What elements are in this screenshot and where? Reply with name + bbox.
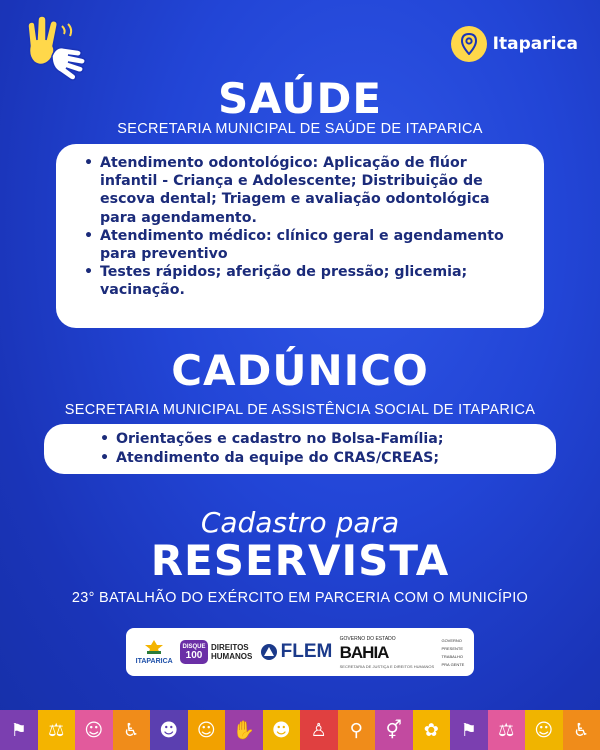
partner-logos-bar [126, 628, 474, 676]
strip-tile [113, 710, 151, 750]
list-item: • Atendimento odontológico: Aplicação de flúor infantil - Criança e Adolescente; Distribuição de escova dental; Triagem e avaliação odontológica para agendamento. [84, 154, 528, 227]
pride-flag-icon: ⚑ [460, 719, 477, 741]
gov-line: PRA GENTE [441, 661, 465, 667]
scales-icon: ⚖ [48, 719, 65, 741]
bahia-gov-label: GOVERNO DO ESTADO [339, 635, 396, 642]
itaparica-crest-icon [143, 639, 165, 655]
reservista-pre-title: Cadastro para [200, 506, 400, 539]
direitos-humanos-text [211, 643, 252, 661]
disque-100-logo [180, 640, 252, 664]
list-item: • Atendimento médico: clínico geral e agendamento para preventivo [84, 227, 528, 263]
scales-icon: ⚖ [498, 719, 515, 741]
wheelchair-icon: ♿ [123, 719, 140, 741]
strip-tile [375, 710, 413, 750]
governo-presente-logo [441, 638, 464, 667]
strip-tile [225, 710, 263, 750]
strip-tile [525, 710, 563, 750]
family-icon: ☻ [159, 719, 179, 741]
list-item: • Testes rápidos; aferição de pressão; glicemia; vacinação. [84, 263, 528, 299]
accessibility-icon: ☺ [84, 719, 104, 741]
location-badge [451, 24, 578, 64]
disque-label: DISQUE [182, 643, 206, 650]
map-pin-icon [451, 26, 487, 62]
accessibility-icon: ☺ [534, 719, 554, 741]
strip-tile [338, 710, 376, 750]
flem-text: FLEM [280, 641, 333, 662]
strip-tile [263, 710, 301, 750]
strip-tile [413, 710, 451, 750]
itaparica-logo [136, 639, 173, 665]
reservista-subtitle: 23° BATALHÃO DO EXÉRCITO EM PARCERIA COM O MUNICÍPIO [71, 590, 529, 606]
list-item: • Atendimento da equipe do CRAS/CREAS; [100, 449, 540, 468]
cadunico-services-card [44, 424, 556, 474]
strip-tile [150, 710, 188, 750]
strip-tile [188, 710, 226, 750]
bahia-wordmark: BAHIA [339, 642, 389, 662]
list-item: • Orientações e cadastro no Bolsa-Família; [100, 430, 540, 449]
cadunico-services-list [100, 430, 540, 467]
saude-services-card [56, 144, 544, 328]
wheelchair-icon: ♿ [573, 719, 590, 741]
diversity-icons-strip [0, 710, 600, 750]
saude-services-list [84, 154, 528, 300]
disque-number: 100 [185, 649, 203, 661]
strip-tile [450, 710, 488, 750]
saude-title: SAÚDE [217, 74, 383, 123]
location-name: Itaparica [492, 34, 578, 54]
cadunico-title: CADÚNICO [171, 346, 429, 395]
ribbon-icon: ✿ [423, 719, 439, 741]
cadunico-subtitle: SECRETARIA MUNICIPAL DE ASSISTÊNCIA SOCIAL DE ITAPARICA [64, 402, 536, 418]
gov-line: GOVERNO [441, 637, 462, 643]
gov-line: PRESENTE [441, 645, 464, 651]
saude-subtitle: SECRETARIA MUNICIPAL DE SAÚDE DE ITAPARICA [117, 121, 483, 137]
gov-line: TRABALHO [441, 653, 464, 659]
direitos-label: DIREITOS [211, 643, 249, 652]
flem-logo [260, 641, 333, 663]
reservista-title: RESERVISTA [150, 536, 450, 585]
gender-icon: ⚥ [385, 719, 402, 741]
cane-icon: ⚲ [349, 719, 363, 741]
itaparica-logo-text: ITAPARICA [135, 658, 173, 665]
person-icon: ♙ [310, 719, 327, 741]
bahia-secretaria-label: SECRETARIA DE JUSTIÇA E DIREITOS HUMANOS [339, 663, 435, 669]
bahia-government-logo [340, 636, 435, 669]
strip-tile [75, 710, 113, 750]
strip-tile [38, 710, 76, 750]
strip-tile [300, 710, 338, 750]
strip-tile [0, 710, 38, 750]
disque-100-badge [180, 640, 208, 664]
flem-triangle-icon [260, 643, 278, 661]
humanos-label: HUMANOS [211, 652, 253, 661]
strip-tile [488, 710, 526, 750]
elderly-icon: ☻ [271, 719, 291, 741]
pride-flag-icon: ⚑ [10, 719, 27, 741]
children-icon: ☺ [196, 719, 216, 741]
strip-tile [563, 710, 600, 750]
sign-language-icon: ✋ [232, 719, 255, 741]
